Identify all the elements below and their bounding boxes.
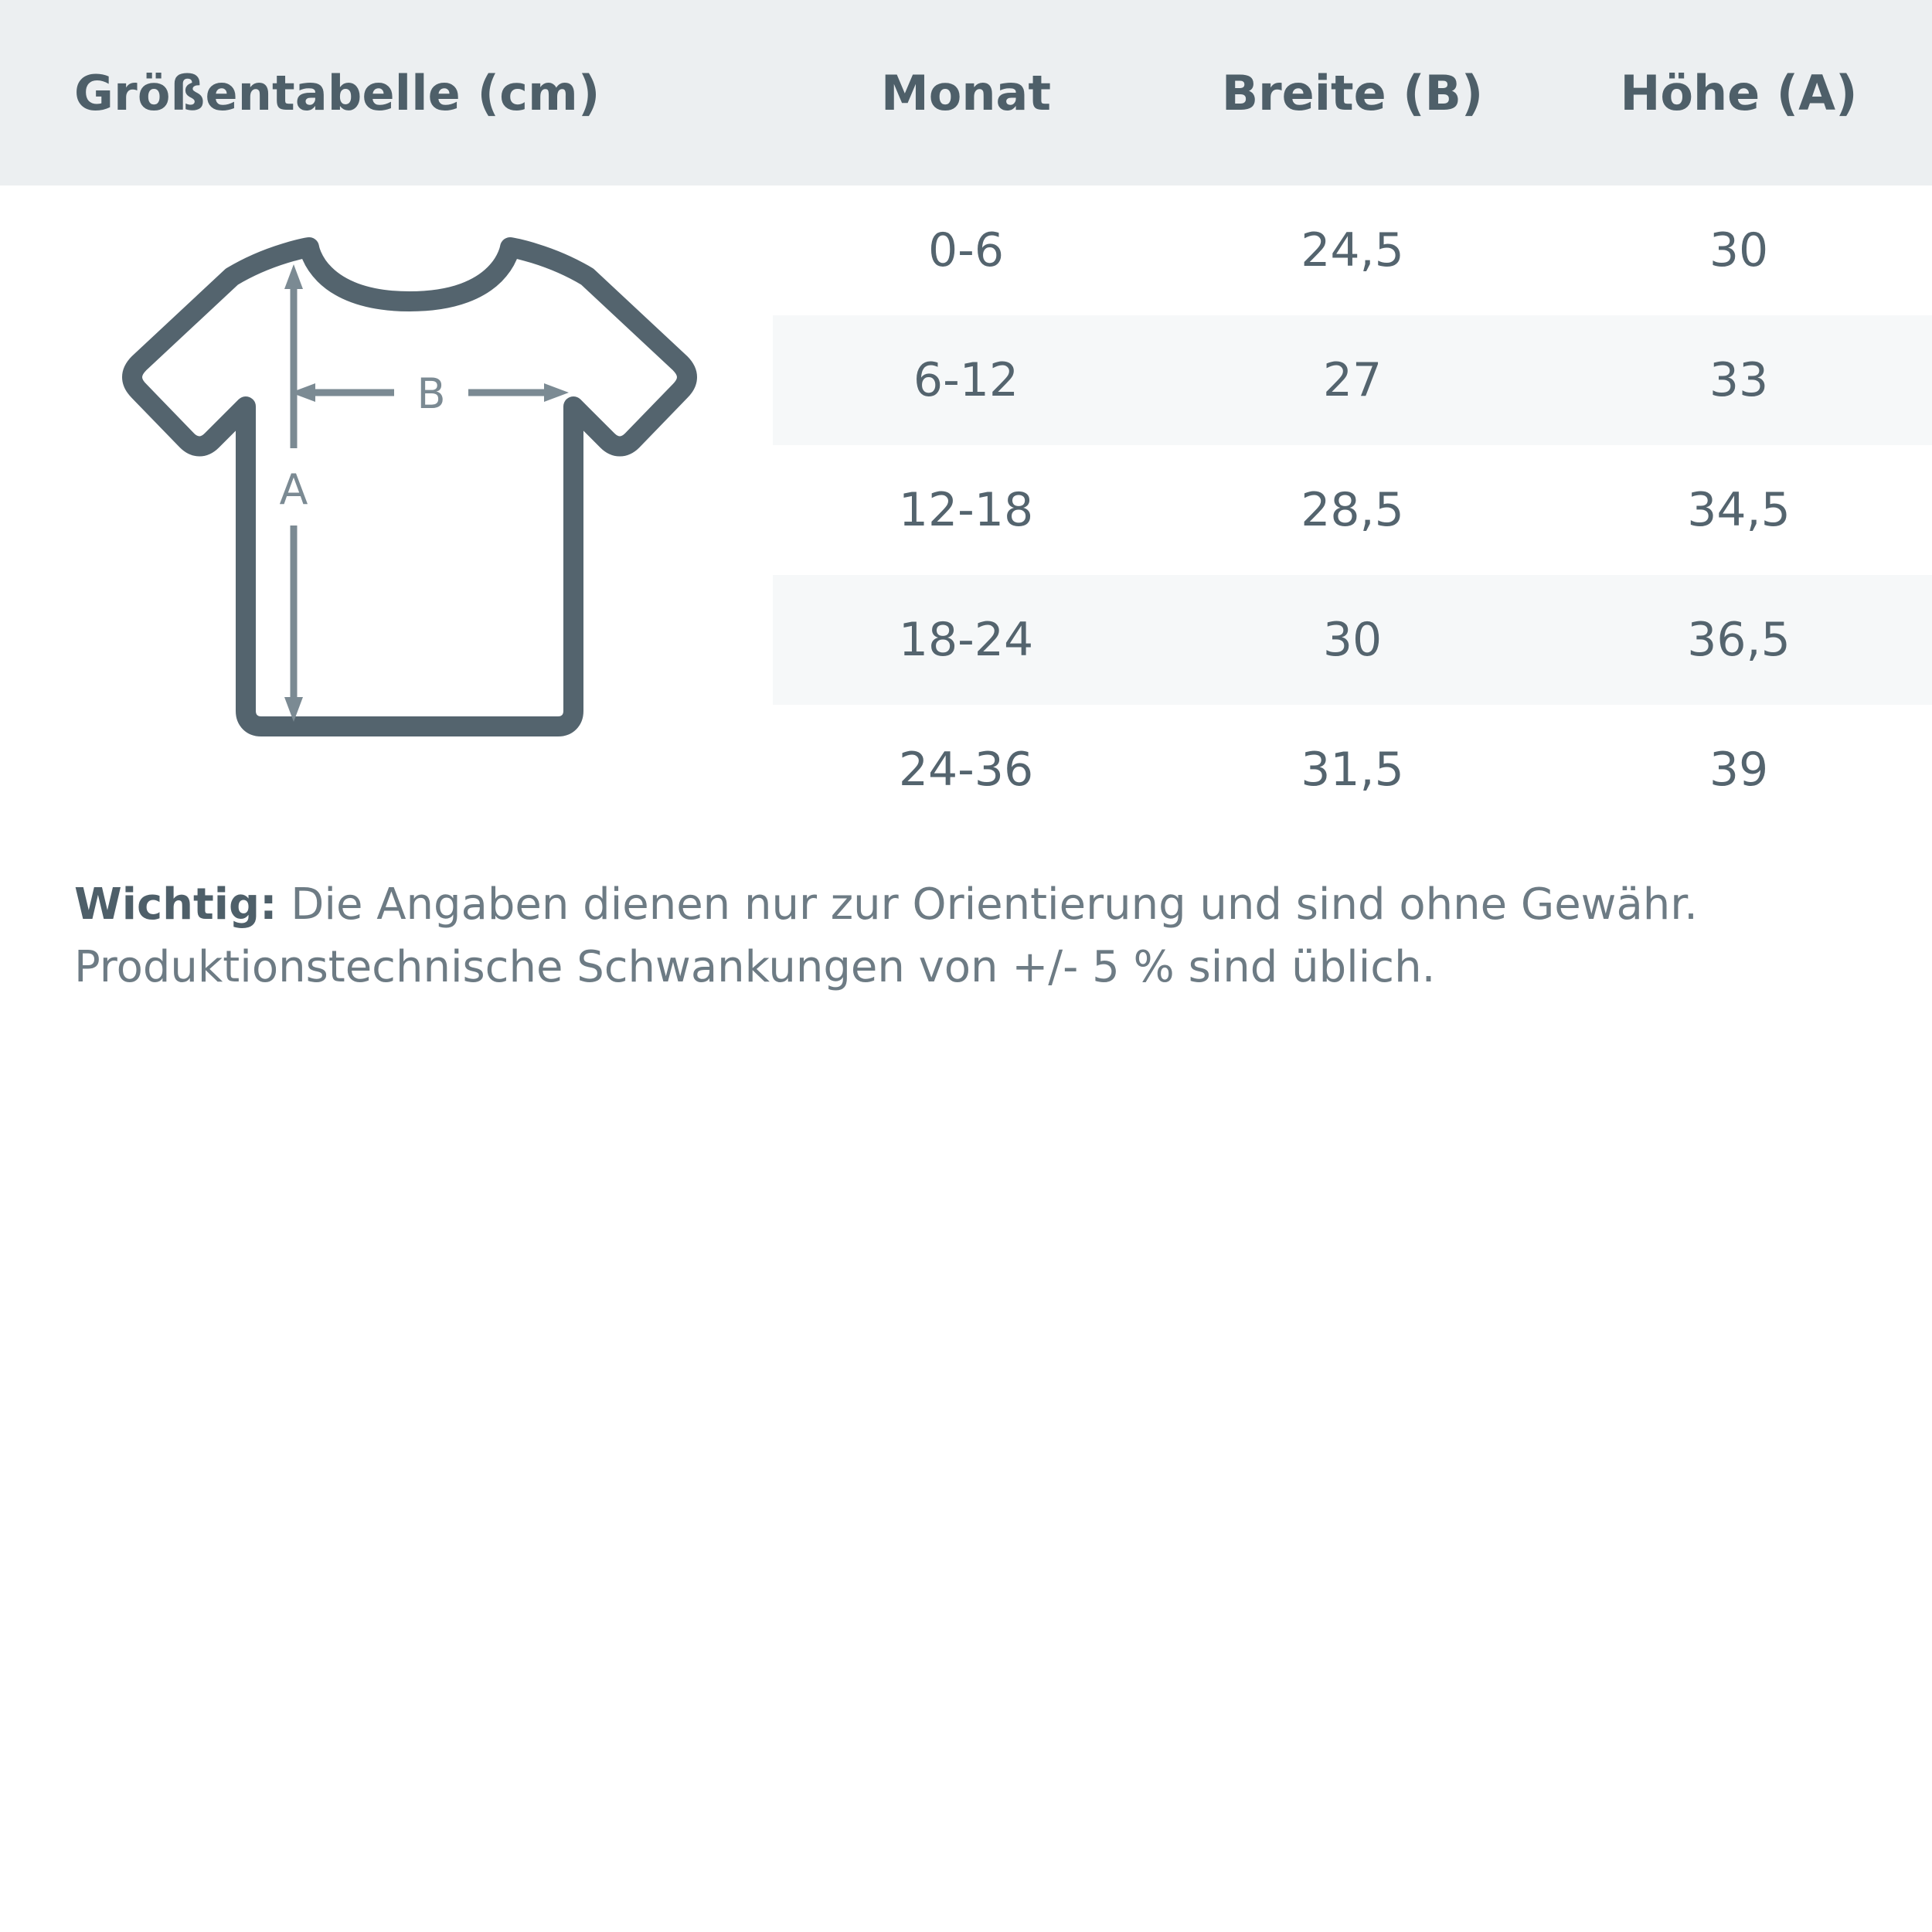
cell-month: 0-6 [928,223,1004,277]
cell-month: 18-24 [898,613,1034,667]
disclaimer-note [0,835,1932,998]
table-row [773,185,1932,315]
cell-width: 28,5 [1301,483,1404,537]
cell-month: 6-12 [913,353,1019,407]
data-rows [773,185,1932,835]
dimension-label-a: A [279,465,308,514]
disclaimer-text: Die Angaben dienen nur zur Orientierung und sind ohne Gewähr. Produktionstechnische Schwankungen von +/- 5 % sind üblich. [74,879,1698,993]
cell-width: 31,5 [1301,743,1404,797]
tshirt-illustration [0,185,773,835]
dimension-label-b: B [417,369,446,418]
cell-height: 30 [1709,223,1769,277]
table-row [773,445,1932,575]
cell-height: 34,5 [1687,483,1791,537]
table-row [773,705,1932,835]
cell-width: 27 [1322,353,1383,407]
column-header-width: Breite (B) [1221,64,1484,121]
cell-width: 24,5 [1301,223,1404,277]
page-title: Größentabelle (cm) [74,64,600,121]
cell-month: 24-36 [898,743,1034,797]
cell-width: 30 [1322,613,1383,667]
tshirt-icon [116,216,703,773]
table-row [773,575,1932,705]
cell-height: 39 [1709,743,1769,797]
column-header-month: Monat [881,64,1051,121]
cell-height: 33 [1709,353,1769,407]
disclaimer-lead: Wichtig: [74,879,277,930]
column-header-height: Höhe (A) [1620,64,1858,121]
table-header-row [0,0,1932,185]
table-row [773,315,1932,445]
cell-height: 36,5 [1687,613,1791,667]
table-body [0,185,1932,835]
cell-month: 12-18 [898,483,1034,537]
